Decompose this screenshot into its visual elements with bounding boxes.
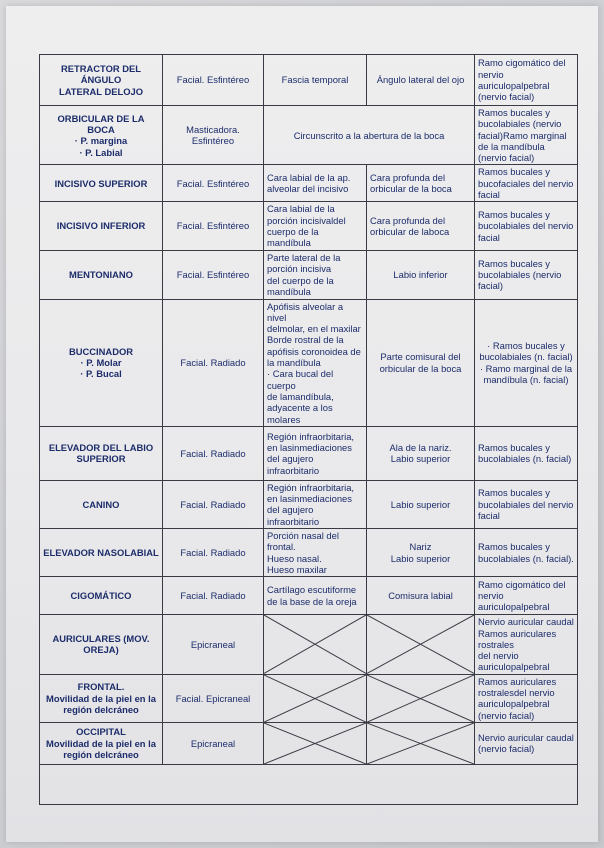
muscle-type: Masticadora. Esfintéreo: [163, 106, 264, 165]
muscle-type: Facial. Radiado: [163, 299, 264, 426]
muscle-name: FRONTAL. Movilidad de la piel en la región delcráneo: [40, 674, 163, 722]
table-row: [40, 529, 578, 577]
muscle-innervation: Nervio auricular caudal (nervio facial): [475, 722, 578, 764]
muscle-type: Facial. Esfintéreo: [163, 55, 264, 106]
muscle-name: RETRACTOR DEL ÁNGULO LATERAL DELOJO: [40, 55, 163, 106]
muscle-insertion: Cara profunda del orbicular de laboca: [367, 202, 475, 250]
muscle-innervation: Ramos bucales y bucolabiales del nervio facial: [475, 202, 578, 250]
muscle-origin: Fascia temporal: [264, 55, 367, 106]
muscle-insertion: Ángulo lateral del ojo: [367, 55, 475, 106]
muscle-insertion: Comisura labial: [367, 577, 475, 615]
muscle-innervation: Ramos bucales y bucofaciales del nervio facial: [475, 165, 578, 202]
muscle-origin: Apófisis alveolar a nivel delmolar, en el maxilar Borde rostral de la apófisis coronoidea de la mandíbula · Cara bucal del cuerpo de lamandíbula, adyacente a los molares: [264, 299, 367, 426]
muscle-origin: Región infraorbitaria, en lasinmediaciones del agujero infraorbitario: [264, 480, 367, 528]
empty-crossed-cell: [264, 615, 367, 674]
muscle-name: INCISIVO INFERIOR: [40, 202, 163, 250]
empty-crossed-cell: [264, 674, 367, 722]
muscle-innervation: Ramos auriculares rostralesdel nervio auriculopalpebral (nervio facial): [475, 674, 578, 722]
muscle-insertion: Ala de la nariz. Labio superior: [367, 426, 475, 480]
muscle-innervation: · Ramos bucales y bucolabiales (n. facial) · Ramo marginal de la mandíbula (n. facial): [475, 299, 578, 426]
table-row: [40, 615, 578, 674]
muscle-innervation: Ramos bucales y bucolabiales del nervio facial: [475, 480, 578, 528]
muscle-innervation: Ramo cigomático del nervio auriculopalpebral (nervio facial): [475, 55, 578, 106]
muscle-origin: Parte lateral de la porción incisiva del cuerpo de la mandíbula: [264, 250, 367, 299]
muscle-origin-insertion: Circunscrito a la abertura de la boca: [264, 106, 475, 165]
muscle-name: ORBICULAR DE LA BOCA · P. margina · P. Labial: [40, 106, 163, 165]
table-row: [40, 250, 578, 299]
table-row: [40, 480, 578, 528]
muscle-type: Facial. Radiado: [163, 426, 264, 480]
paper-sheet: [6, 6, 598, 842]
muscle-innervation: Ramos bucales y bucolabiales (n. facial): [475, 426, 578, 480]
muscle-type: Facial. Radiado: [163, 577, 264, 615]
table-row: [40, 299, 578, 426]
empty-crossed-cell: [367, 674, 475, 722]
muscle-name: ELEVADOR NASOLABIAL: [40, 529, 163, 577]
muscle-origin: Región infraorbitaria, en lasinmediaciones del agujero infraorbitario: [264, 426, 367, 480]
muscle-insertion: Labio inferior: [367, 250, 475, 299]
muscle-innervation: Ramos bucales y bucolabiales (nervio facial)Ramo marginal de la mandíbula (nervio facial): [475, 106, 578, 165]
muscle-insertion: Cara profunda del orbicular de la boca: [367, 165, 475, 202]
empty-cell: [40, 764, 578, 804]
muscle-type: Facial. Esfintéreo: [163, 165, 264, 202]
muscle-type: Facial. Radiado: [163, 480, 264, 528]
muscle-name: ELEVADOR DEL LABIO SUPERIOR: [40, 426, 163, 480]
muscle-innervation: Ramos bucales y bucolabiales (nervio facial): [475, 250, 578, 299]
muscle-name: OCCIPITAL Movilidad de la piel en la región delcráneo: [40, 722, 163, 764]
muscle-name: BUCCINADOR · P. Molar · P. Bucal: [40, 299, 163, 426]
muscle-type: Facial. Radiado: [163, 529, 264, 577]
empty-crossed-cell: [367, 615, 475, 674]
table-row: [40, 674, 578, 722]
table-row-empty: [40, 764, 578, 804]
muscle-name: CIGOMÁTICO: [40, 577, 163, 615]
muscle-name: AURICULARES (MOV. OREJA): [40, 615, 163, 674]
empty-crossed-cell: [367, 722, 475, 764]
table-row: [40, 165, 578, 202]
table-row: [40, 577, 578, 615]
muscle-name: INCISIVO SUPERIOR: [40, 165, 163, 202]
muscle-name: CANINO: [40, 480, 163, 528]
table-row: [40, 426, 578, 480]
muscle-origin: Cara labial de la ap. alveolar del incisivo: [264, 165, 367, 202]
muscles-table: [39, 54, 578, 805]
muscle-type: Facial. Epicraneal: [163, 674, 264, 722]
muscle-innervation: Nervio auricular caudal Ramos auriculares rostrales del nervio auriculopalpebral: [475, 615, 578, 674]
empty-crossed-cell: [264, 722, 367, 764]
table-row: [40, 202, 578, 250]
table-row: [40, 106, 578, 165]
table-row: [40, 55, 578, 106]
muscle-innervation: Ramo cigomático del nervio auriculopalpebral: [475, 577, 578, 615]
muscle-origin: Cara labial de la porción incisivaldel cuerpo de la mandíbula: [264, 202, 367, 250]
muscle-type: Facial. Esfintéreo: [163, 202, 264, 250]
muscle-insertion: Parte comisural del orbicular de la boca: [367, 299, 475, 426]
muscle-type: Facial. Esfintéreo: [163, 250, 264, 299]
muscle-innervation: Ramos bucales y bucolabiales (n. facial).: [475, 529, 578, 577]
muscle-origin: Cartílago escutiforme de la base de la oreja: [264, 577, 367, 615]
table-row: [40, 722, 578, 764]
muscle-name: MENTONIANO: [40, 250, 163, 299]
muscle-insertion: Labio superior: [367, 480, 475, 528]
muscle-type: Epicraneal: [163, 722, 264, 764]
muscle-type: Epicraneal: [163, 615, 264, 674]
muscle-origin: Porción nasal del frontal. Hueso nasal. Hueso maxilar: [264, 529, 367, 577]
muscle-insertion: Nariz Labio superior: [367, 529, 475, 577]
